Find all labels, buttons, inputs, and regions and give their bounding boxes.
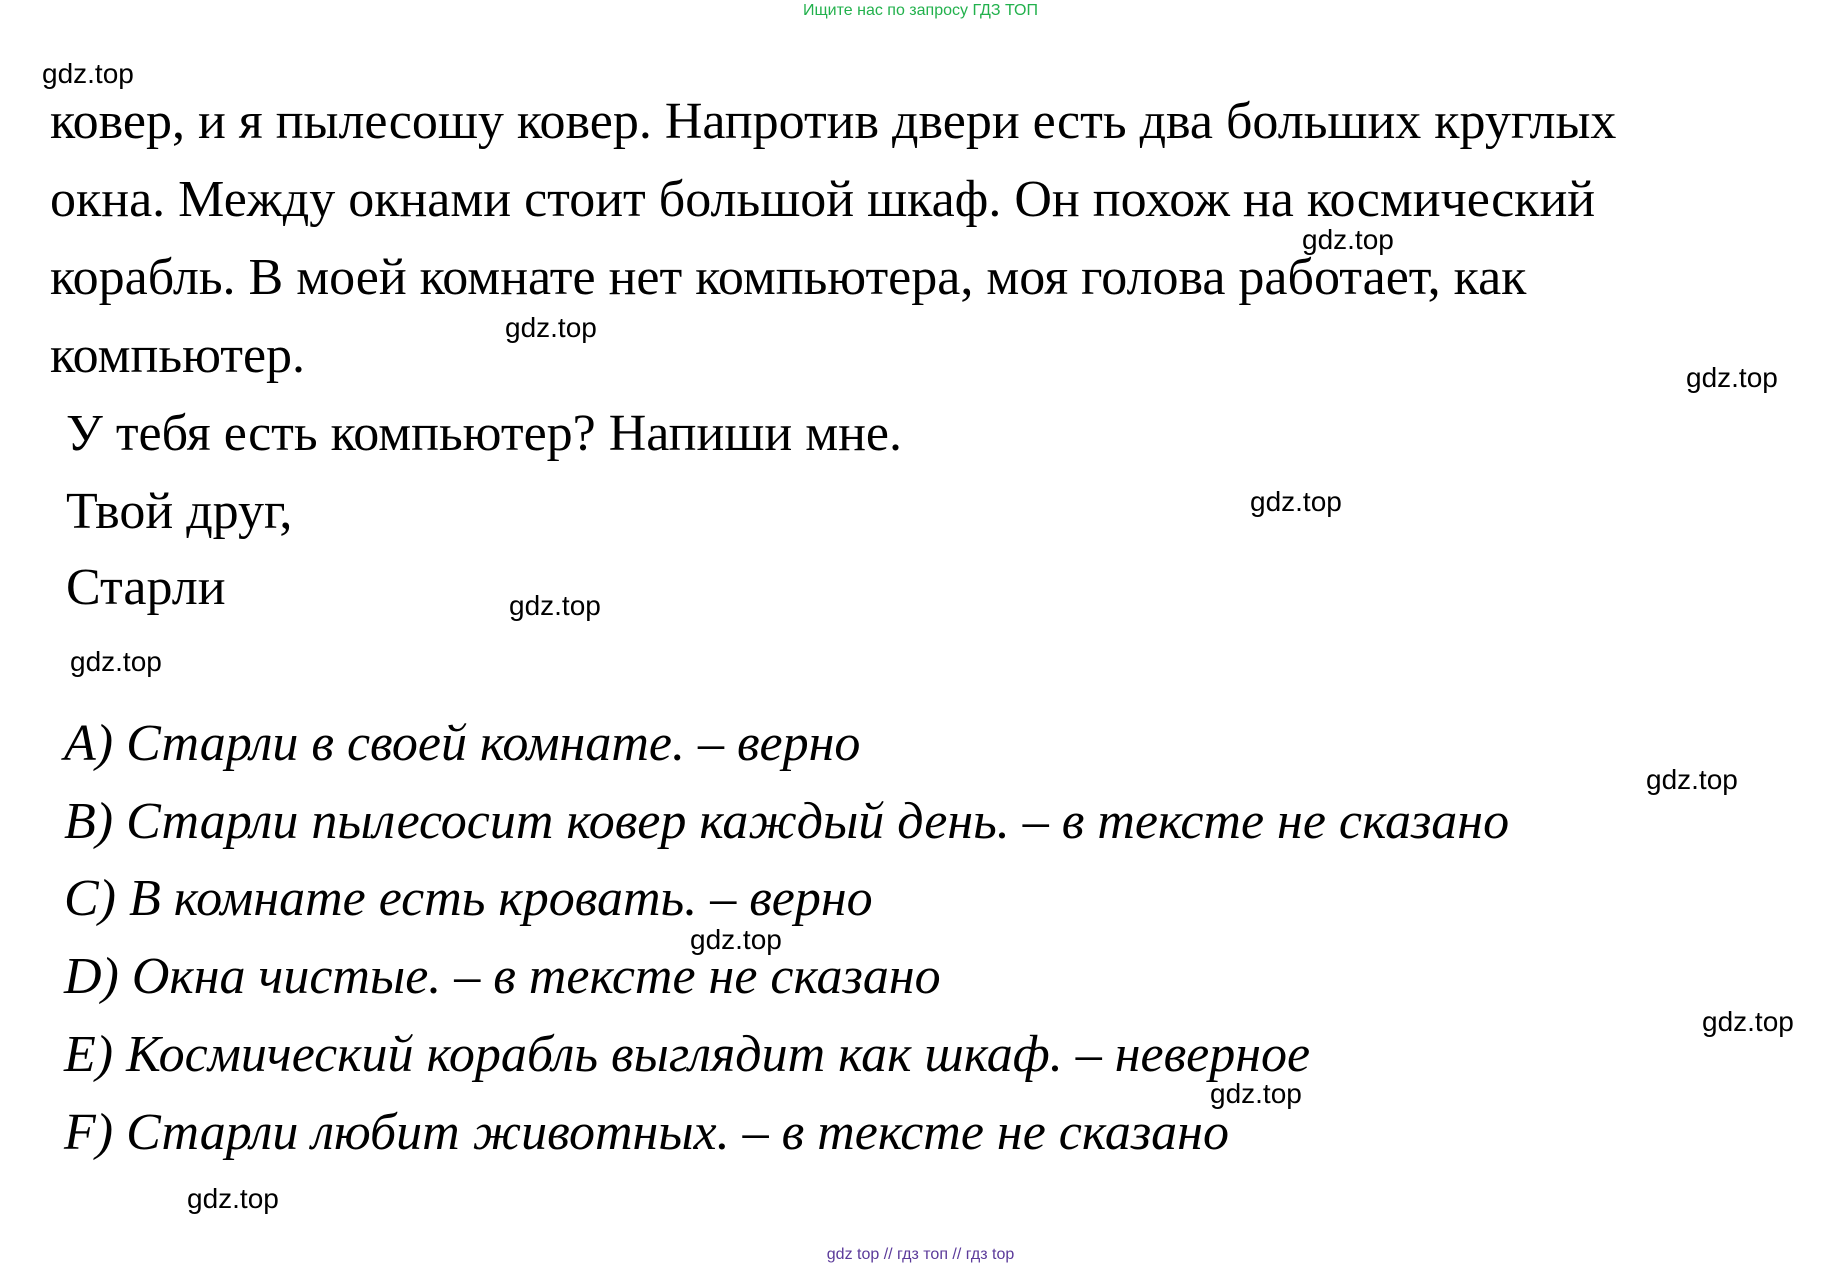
bottom-banner-text: gdz top // гдз топ // гдз top [826,1246,1015,1263]
watermark: gdz.top [42,58,134,89]
watermark: gdz.top [1250,486,1342,517]
answer-item-f: F) Старли любит животных. – в тексте не сказано [64,1104,1229,1161]
answer-item-c: C) В комнате есть кровать. – верно [64,870,873,927]
letter-closing: Твой друг, [66,483,293,540]
watermark: gdz.top [1210,1078,1302,1109]
paragraph-line: ковер, и я пылесошу ковер. Напротив двери есть два больших круглых [50,93,1617,150]
watermark: gdz.top [1702,1006,1794,1037]
paragraph-line: корабль. В моей комнате нет компьютера, моя голова работает, как [50,249,1527,306]
watermark: gdz.top [1302,224,1394,255]
top-banner-text: Ищите нас по запросу ГДЗ ТОП [803,2,1038,19]
answer-item-b: B) Старли пылесосит ковер каждый день. – в тексте не сказано [64,793,1510,850]
answer-item-a: А) Старли в своей комнате. – верно [64,715,861,772]
bottom-banner [0,1244,1841,1266]
watermark: gdz.top [187,1183,279,1214]
watermark: gdz.top [505,312,597,343]
watermark: gdz.top [509,590,601,621]
answer-item-e: E) Космический корабль выглядит как шкаф. – неверное [64,1026,1311,1083]
paragraph-line: компьютер. [50,327,306,384]
paragraph-line: окна. Между окнами стоит большой шкаф. Он похож на космический [50,171,1596,228]
watermark: gdz.top [1686,362,1778,393]
letter-signature: Старли [66,559,226,616]
answer-item-d: D) Окна чистые. – в тексте не сказано [64,948,941,1005]
top-banner [0,0,1841,22]
watermark: gdz.top [1646,764,1738,795]
watermark: gdz.top [690,924,782,955]
letter-question: У тебя есть компьютер? Напиши мне. [66,405,903,462]
watermark: gdz.top [70,646,162,677]
